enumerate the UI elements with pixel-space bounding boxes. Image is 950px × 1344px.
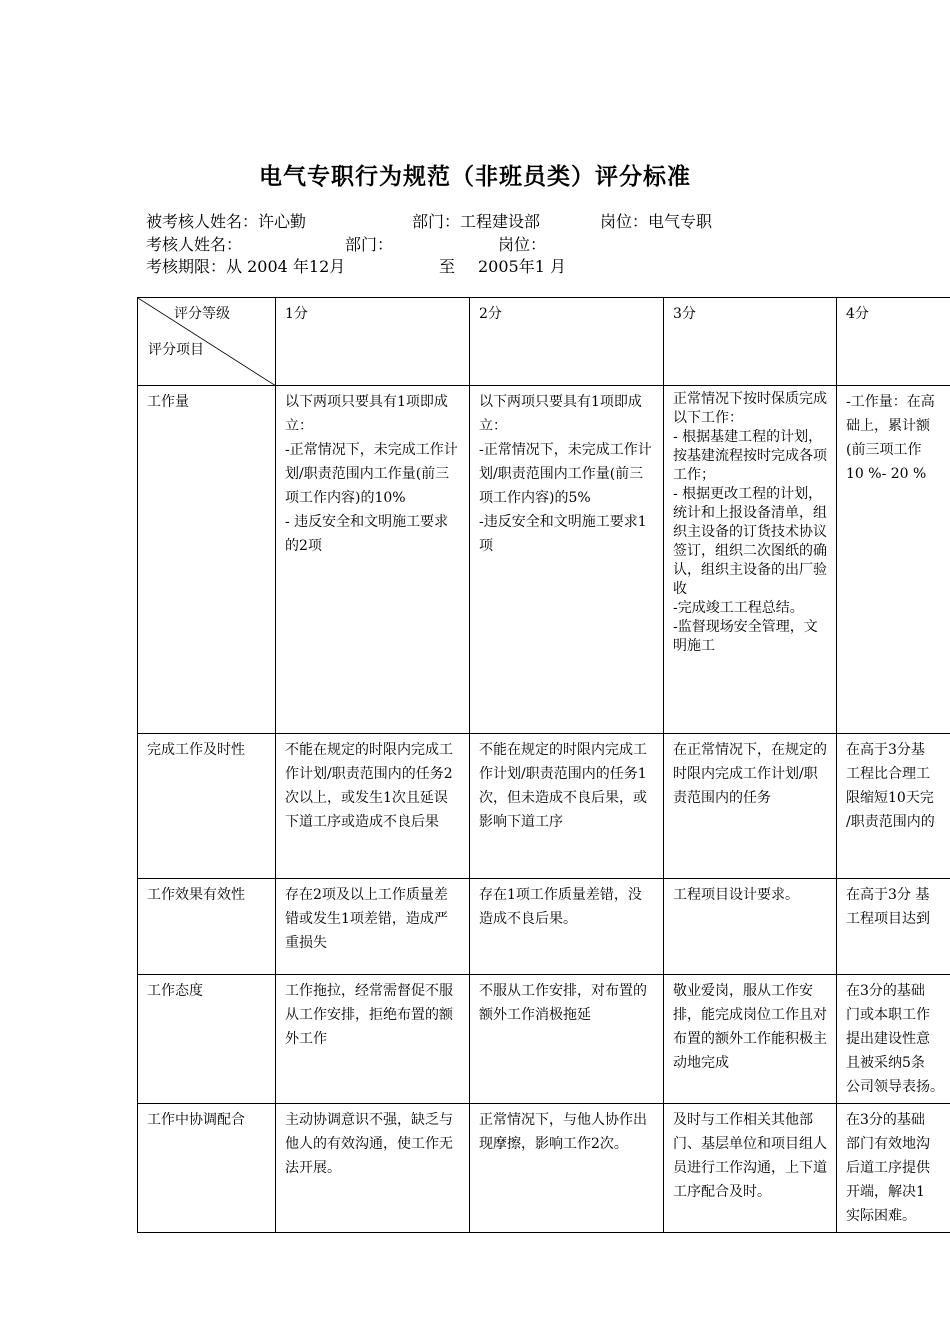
header-score-2: 2分: [470, 298, 664, 386]
row-workload: [138, 386, 950, 734]
period-to: 至: [439, 257, 456, 276]
score-1-cell: 不能在规定的时限内完成工作计划/职责范围内的任务2次以上，或发生1次且延误下道工序或造成不良后果: [276, 734, 470, 879]
score-3-cell: 在正常情况下，在规定的时限内完成工作计划/职责范围内的任务: [664, 734, 837, 879]
item-cell: 工作效果有效性: [138, 879, 276, 975]
row-timeliness: [138, 734, 950, 879]
examiner-name: 考核人姓名：: [146, 235, 243, 254]
score-3-cell: 正常情况下按时保质完成以下工作： - 根据基建工程的计划，按基建流程按时完成各项工作； - 根据更改工程的计划，统计和上报设备清单，组织主设备的订货技术协议签订，组织二次图纸的确认，组织主设备的出厂验收 -完成竣工工程总结。 -监督现场安全管理，文明施工: [664, 386, 837, 734]
period-end: 2005年1 月: [478, 257, 566, 276]
score-1-cell: 以下两项只要具有1项即成立： -正常情况下，未完成工作计划/职责范围内工作量(前三项工作内容)的10% - 违反安全和文明施工要求的2项: [276, 386, 470, 734]
score-1-cell: 存在2项及以上工作质量差错或发生1项差错，造成严重损失: [276, 879, 470, 975]
score-4-cell: 在3分的基础 门或本职工作 提出建设性意 且被采纳5条 公司领导表扬。: [837, 975, 950, 1104]
row-effectiveness: [138, 879, 950, 975]
scoring-table: [137, 297, 950, 1233]
score-2-cell: 存在1项工作质量差错，没造成不良后果。: [470, 879, 664, 975]
score-1-cell: 主动协调意识不强，缺乏与他人的有效沟通，使工作无法开展。: [276, 1104, 470, 1233]
period-start: 考核期限：从 2004 年12月: [146, 257, 346, 276]
score-4-cell: 在高于3分基 工程比合理工 限缩短10天完 /职责范围内的: [837, 734, 950, 879]
corner-score-grade: 评分等级: [174, 306, 230, 322]
post-1: 岗位：电气专职: [600, 212, 713, 231]
item-cell: 工作量: [138, 386, 276, 734]
header-score-4: 4分: [837, 298, 950, 386]
score-2-cell: 不服从工作安排，对布置的额外工作消极拖延: [470, 975, 664, 1104]
department-2: 部门：: [345, 235, 394, 254]
row-coordination: [138, 1104, 950, 1233]
score-3-cell: 敬业爱岗，服从工作安排，能完成岗位工作且对布置的额外工作能积极主动地完成: [664, 975, 837, 1104]
score-4-cell: -工作量：在高 础上，累计额 (前三项工作 10 %- 20 %: [837, 386, 950, 734]
examinee-name: 被考核人姓名：许心勤: [146, 212, 307, 231]
item-cell: 完成工作及时性: [138, 734, 276, 879]
score-4-cell: 在3分的基础 部门有效地沟 后道工序提供 开端，解决1 实际困难。: [837, 1104, 950, 1233]
department-1: 部门：工程建设部: [412, 212, 541, 231]
score-1-cell: 工作拖拉，经常需督促不服从工作安排，拒绝布置的额外工作: [276, 975, 470, 1104]
header-row: [138, 298, 950, 386]
row-attitude: [138, 975, 950, 1104]
score-2-cell: 不能在规定的时限内完成工作计划/职责范围内的任务1次，但未造成不良后果，或影响下道工序: [470, 734, 664, 879]
score-3-cell: 工程项目设计要求。: [664, 879, 837, 975]
post-2: 岗位：: [498, 235, 547, 254]
corner-header-cell: [138, 298, 276, 386]
header-score-1: 1分: [276, 298, 470, 386]
corner-score-item: 评分项目: [148, 342, 204, 358]
header-score-3: 3分: [664, 298, 837, 386]
score-2-cell: 正常情况下，与他人协作出现摩擦，影响工作2次。: [470, 1104, 664, 1233]
item-cell: 工作中协调配合: [138, 1104, 276, 1233]
score-2-cell: 以下两项只要具有1项即成立： -正常情况下，未完成工作计划/职责范围内工作量(前三项工作内容)的5% -违反安全和文明施工要求1项: [470, 386, 664, 734]
item-cell: 工作态度: [138, 975, 276, 1104]
document-title: 电气专职行为规范（非班员类）评分标准: [259, 163, 691, 190]
score-3-cell: 及时与工作相关其他部门、基层单位和项目组人员进行工作沟通，上下道工序配合及时。: [664, 1104, 837, 1233]
score-4-cell: 在高于3分 基 工程项目达到: [837, 879, 950, 975]
